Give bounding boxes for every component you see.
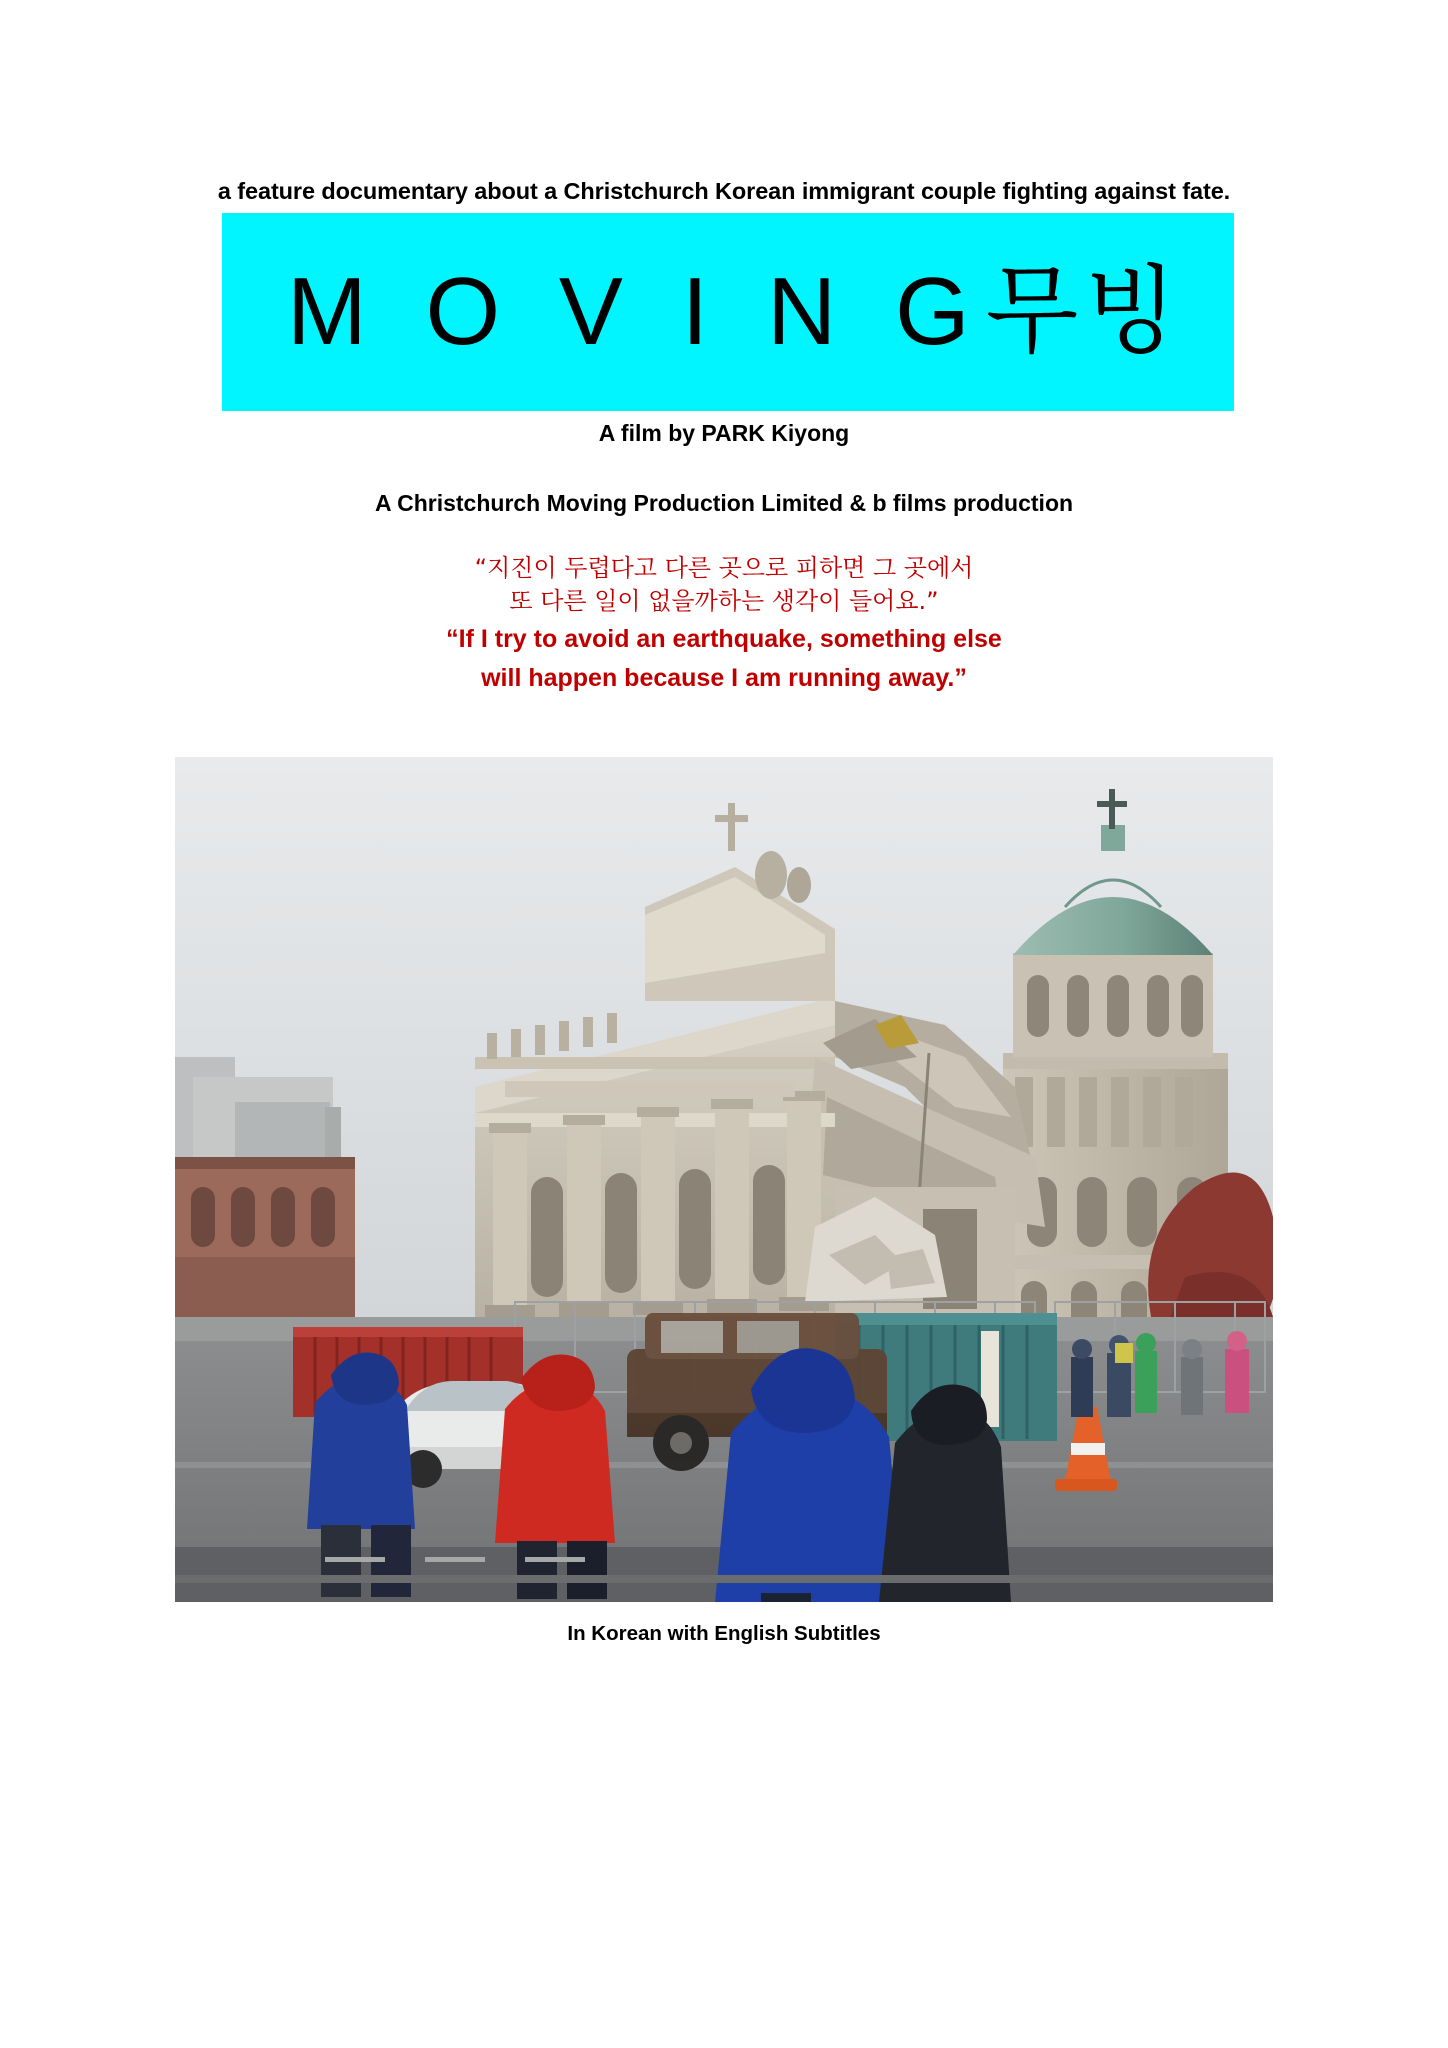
- film-title-latin: M O V I N G: [286, 258, 986, 365]
- title-band: [222, 213, 1234, 411]
- film-title-korean: 무빙: [985, 258, 1184, 365]
- poster-photo: [175, 757, 1273, 1602]
- quote-english-line-2: will happen because I am running away.”: [481, 663, 967, 692]
- quote-korean-line-2: 또 다른 일이 없을까하는 생각이 들어요.”: [509, 587, 939, 616]
- film-title: [273, 258, 1184, 365]
- quote-english-line-1: “If I try to avoid an earthquake, something else: [446, 625, 1002, 654]
- director-credit: A film by PARK Kiyong: [598, 420, 850, 446]
- tagline: a feature documentary about a Christchurch Korean immigrant couple fighting against fate.: [217, 178, 1231, 204]
- quote-korean-line-1: “지진이 두렵다고 다른 곳으로 피하면 그 곳에서: [474, 554, 974, 582]
- subtitle-note: In Korean with English Subtitles: [567, 1622, 881, 1645]
- production-credit: A Christchurch Moving Production Limited & b films production: [374, 490, 1074, 516]
- quote-block: [0, 552, 1448, 696]
